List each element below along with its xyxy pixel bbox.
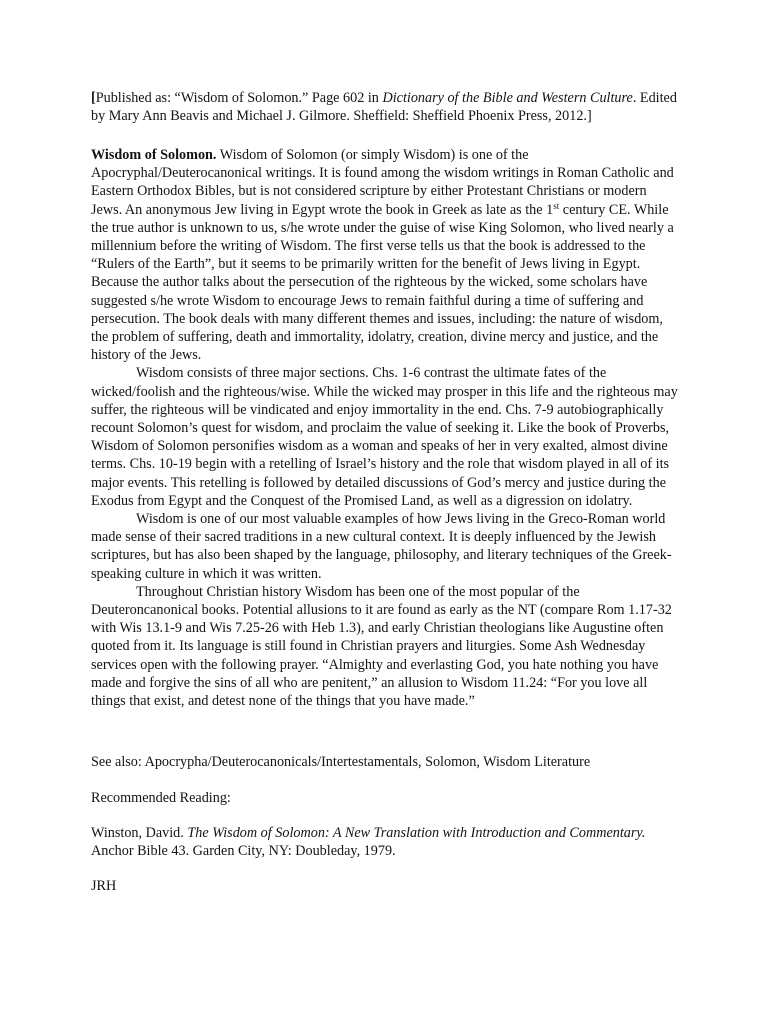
recommended-reading-heading: Recommended Reading: [91, 790, 231, 806]
reference-details: Anchor Bible 43. Garden City, NY: Doubleday, 1979. [91, 843, 396, 860]
article-body [91, 146, 681, 710]
see-also: See also: Apocrypha/Deuterocanonicals/Intertestamentals, Solomon, Wisdom Literature [91, 754, 591, 770]
article-paragraph-3: Wisdom is one of our most valuable examples of how Jews living in the Greco-Roman world made sense of their sacred traditions in a new cultural context. It is deeply influenced by the Jewish scriptures, but has also been shaped by the language, philosophy, and literary techniques of the Greek-speaking culture in which it was written. [91, 511, 672, 582]
article-paragraph-4: Throughout Christian history Wisdom has been one of the most popular of the Deuteroncanonical books. Potential allusions to it are found as early as the NT (compare Rom 1.17-32 with Wis 13.1-9 and Wis 7.25-26 with Heb 1.3), and early Christian theologians like Augustine often quoted from it. Its language is still found in Christian prayers and liturgies. Some Ash Wednesday services open with the following prayer. “Almighty and everlasting God, you hate nothing you have made and forgive the sins of all who are penitent,” an allusion to Wisdom 11.24: “For you love all things that exist, and detest none of the things that you have made.” [91, 583, 672, 710]
author-initials: JRH [91, 878, 117, 894]
reference-entry [91, 824, 681, 860]
publication-suffix: . Edited by Mary Ann Beavis and Michael J. Gilmore. Sheffield: Sheffield Phoenix Press, 2012.] [91, 90, 677, 125]
article-headword: Wisdom of Solomon. [91, 147, 217, 163]
publication-prefix: Published as: “Wisdom of Solomon.” Page 602 in [95, 90, 383, 106]
publication-title: Dictionary of the Bible and Western Culture [382, 90, 633, 106]
publication-note [91, 89, 681, 125]
para1-text-b: century CE. While the true author is unknown to us, s/he wrote under the guise of wise King Solomon, who lived nearly a millennium before the writing of Wisdom. The first verse tells us that the book is addressed to the “Rulers of the Earth”, but it seems to be primarily written for the benefit of Jews living in Egypt. Because the author talks about the persecution of the righteous by the wicked, some scholars have suggested s/he wrote Wisdom to encourage Jews to remain faithful during a time of suffering and persecution. The book deals with many different themes and issues, including: the nature of wisdom, the problem of suffering, death and immortality, idolatry, creation, divine mercy and justice, and the history of the Jews. [91, 201, 674, 364]
article-paragraph-1 [91, 146, 681, 364]
para1-text-a: Wisdom of Solomon (or simply Wisdom) is one of the Apocryphal/Deuterocanonical writings. It is found among the wisdom writings in Roman Catholic and Eastern Orthodox Bibles, but is not considered scripture by either Protestant Christians or modern Jews. An anonymous Jew living in Egypt wrote the book in Greek as late as the 1 [91, 147, 674, 218]
reference-title: The Wisdom of Solomon: A New Translation with Introduction and Commentary. [187, 825, 646, 841]
ordinal-superscript: st [553, 200, 560, 211]
bracket-open: [ [91, 90, 96, 106]
reference-author: Winston, David. [91, 825, 188, 841]
article-paragraph-2: Wisdom consists of three major sections. Chs. 1-6 contrast the ultimate fates of the wicked/foolish and the righteous/wise. While the wicked may prosper in this life and the righteous may suffer, the righteous will be vindicated and enjoy immortality in the end. Chs. 7-9 autobiographically recount Solomon’s quest for wisdom, and proclaim the value of seeking it. Like the book of Proverbs, Wisdom of Solomon personifies wisdom as a woman and speaks of her in very exalted, almost divine terms. Chs. 10-19 begin with a retelling of Israel’s history and the role that wisdom played in all of its major events. This retelling is followed by detailed discussions of God’s mercy and justice during the Exodus from Egypt and the Conquest of the Promised Land, as well as a digression on idolatry. [91, 365, 678, 509]
